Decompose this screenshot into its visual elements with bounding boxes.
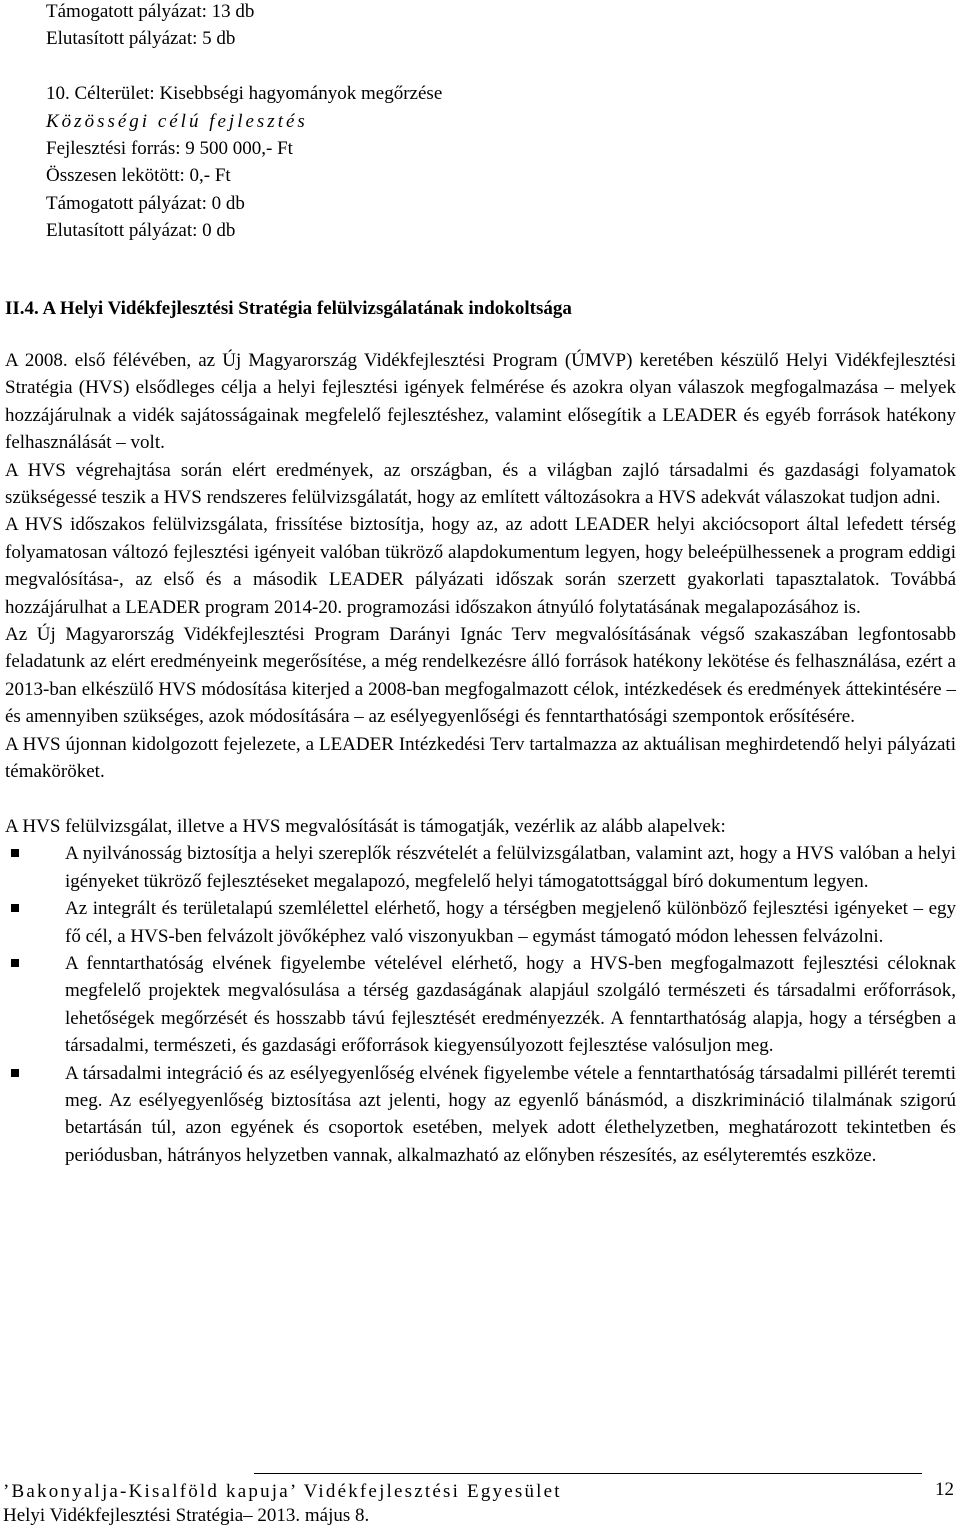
- page-number: 12: [935, 1479, 954, 1500]
- list-item: [5, 1060, 956, 1170]
- supported-count: Támogatott pályázat: 13 db: [46, 1, 255, 22]
- footer-subtitle: Helyi Vidékfejlesztési Stratégia– 2013. május 8.: [3, 1505, 370, 1526]
- square-bullet-icon: [11, 904, 19, 912]
- funding-source: Fejlesztési forrás: 9 500 000,- Ft: [46, 137, 293, 159]
- target-area-title: 10. Célterület: Kisebbségi hagyományok megőrzése: [46, 83, 443, 105]
- list-item: [5, 895, 956, 950]
- supported-count: Támogatott pályázat: 0 db: [46, 192, 245, 214]
- square-bullet-icon: [11, 959, 19, 967]
- principles-list: [5, 840, 956, 1169]
- footer-divider: [254, 1473, 922, 1474]
- paragraph: A HVS újonnan kidolgozott fejelezete, a LEADER Intézkedési Terv tartalmazza az aktuálisan meghirdetendő helyi pályázati témaköröket.: [5, 733, 956, 783]
- funding-summary: [46, 0, 442, 245]
- section-heading: II.4. A Helyi Vidékfejlesztési Stratégia felülvizsgálatának indokoltsága: [5, 298, 572, 319]
- footer-organization: ’Bakonyalja-Kisalföld kapuja’ Vidékfejlesztési Egyesület: [3, 1481, 562, 1502]
- list-item-text: A társadalmi integráció és az esélyegyenlőség elvének figyelembe vétele a fenntarthatóság társadalmi pillérét teremti meg. Az esélyegyenlőség biztosítása azt jelenti, hogy az egyenlő bánásmód, a diszkrimináció tilalmának szigorú betartásán túl, azon egyének és csoportok esetében, melyek adott élethelyzetben, meghatározott tekintetben és periódusban, hátrányos helyzetben vannak, alkalmazható az előnyben részesítés, az esélyteremtés eszköze.: [65, 1062, 956, 1166]
- rejected-count: Elutasított pályázat: 5 db: [46, 28, 236, 50]
- square-bullet-icon: [11, 849, 19, 857]
- paragraph: A HVS végrehajtása során elért eredmények, az országban, és a világban zajló társadalmi és gazdasági folyamatok szükségessé teszik a HVS rendszeres felülvizsgálatát, hogy az említett változásokra a HVS adekvát válaszokat tudjon adni.: [5, 459, 956, 509]
- list-item-text: Az integrált és területalapú szemlélettel elérhető, hogy a térségben megjelenő különböző fejlesztési igényeket – egy fő cél, a HVS-ben felvázolt jövőképhez való viszonyukban – egymást támogató módon lehessen felvázolni.: [65, 898, 956, 947]
- list-item: [5, 950, 956, 1060]
- list-item: [5, 840, 956, 895]
- paragraph: A 2008. első félévében, az Új Magyarország Vidékfejlesztési Program (ÚMVP) keretében készülő Helyi Vidékfejlesztési Stratégia (HVS) elsődleges célja a helyi fejlesztési igények felmérése és azokra olyan válaszok megfogalmazása – melyek hozzájárulnak a vidék sajátosságainak megfelelő fejlesztéshez, valamint elősegítik a LEADER és egyéb források hatékony felhasználását – volt.: [5, 350, 956, 454]
- paragraph: Az Új Magyarország Vidékfejlesztési Program Darányi Ignác Terv megvalósításának végső szakaszában legfontosabb feladatunk az elért eredményeink megerősítése, a még rendelkezésre álló források hatékony lekötése és felhasználása, ezért a 2013-ban elkészülő HVS módosítása kiterjed a 2008-ban megfogalmazott célok, intézkedések és eredmények áttekintésére – és amennyiben szükséges, azok módosítására – az esélyegyenlőségi és fenntarthatósági szempontok erősítésére.: [5, 624, 956, 728]
- square-bullet-icon: [11, 1069, 19, 1077]
- principles-intro: A HVS felülvizsgálat, illetve a HVS megvalósítását is támogatják, vezérlik az alább alapelvek:: [5, 815, 726, 837]
- list-item-text: A nyilvánosság biztosítja a helyi szereplők részvételét a felülvizsgálatban, valamint azt, hogy a HVS valóban a helyi igényeket tükröző fejlesztéseket megalapozó, megfelelő helyi támogatottsággal bíró dokumentum legyen.: [65, 843, 956, 892]
- section-body: [5, 347, 956, 1169]
- target-area-subtitle: Közösségi célú fejlesztés: [46, 110, 308, 132]
- committed-total: Összesen lekötött: 0,- Ft: [46, 165, 231, 187]
- paragraph: A HVS időszakos felülvizsgálata, frissítése biztosítja, hogy az, az adott LEADER helyi akciócsoport által lefedett térség folyamatosan változó fejlesztési igényeit valóban tükröző alapdokumentum legyen, hogy beleépülhessenek a program eddigi megvalósítása-, az első és a második LEADER pályázati időszak során szerzett gyakorlati tapasztalatok. Továbbá hozzájárulhat a LEADER program 2014-20. programozási időszakon átnyúló folytatásának megalapozásához is.: [5, 514, 956, 618]
- list-item-text: A fenntarthatóság elvének figyelembe vételével elérhető, hogy a HVS-ben megfogalmazott fejlesztési céloknak megfelelő projektek megvalósulása a térség gazdaságának alapjául szolgáló természeti és társadalmi erőforrások, lehetőségek megőrzését és hosszabb távú fejlesztését eredményezzék. A fenntarthatóság alapja, hogy a térségben a társadalmi, természeti, és gazdasági erőforrások kiegyensúlyozott fejlesztése valósuljon meg.: [65, 952, 956, 1057]
- rejected-count: Elutasított pályázat: 0 db: [46, 220, 236, 242]
